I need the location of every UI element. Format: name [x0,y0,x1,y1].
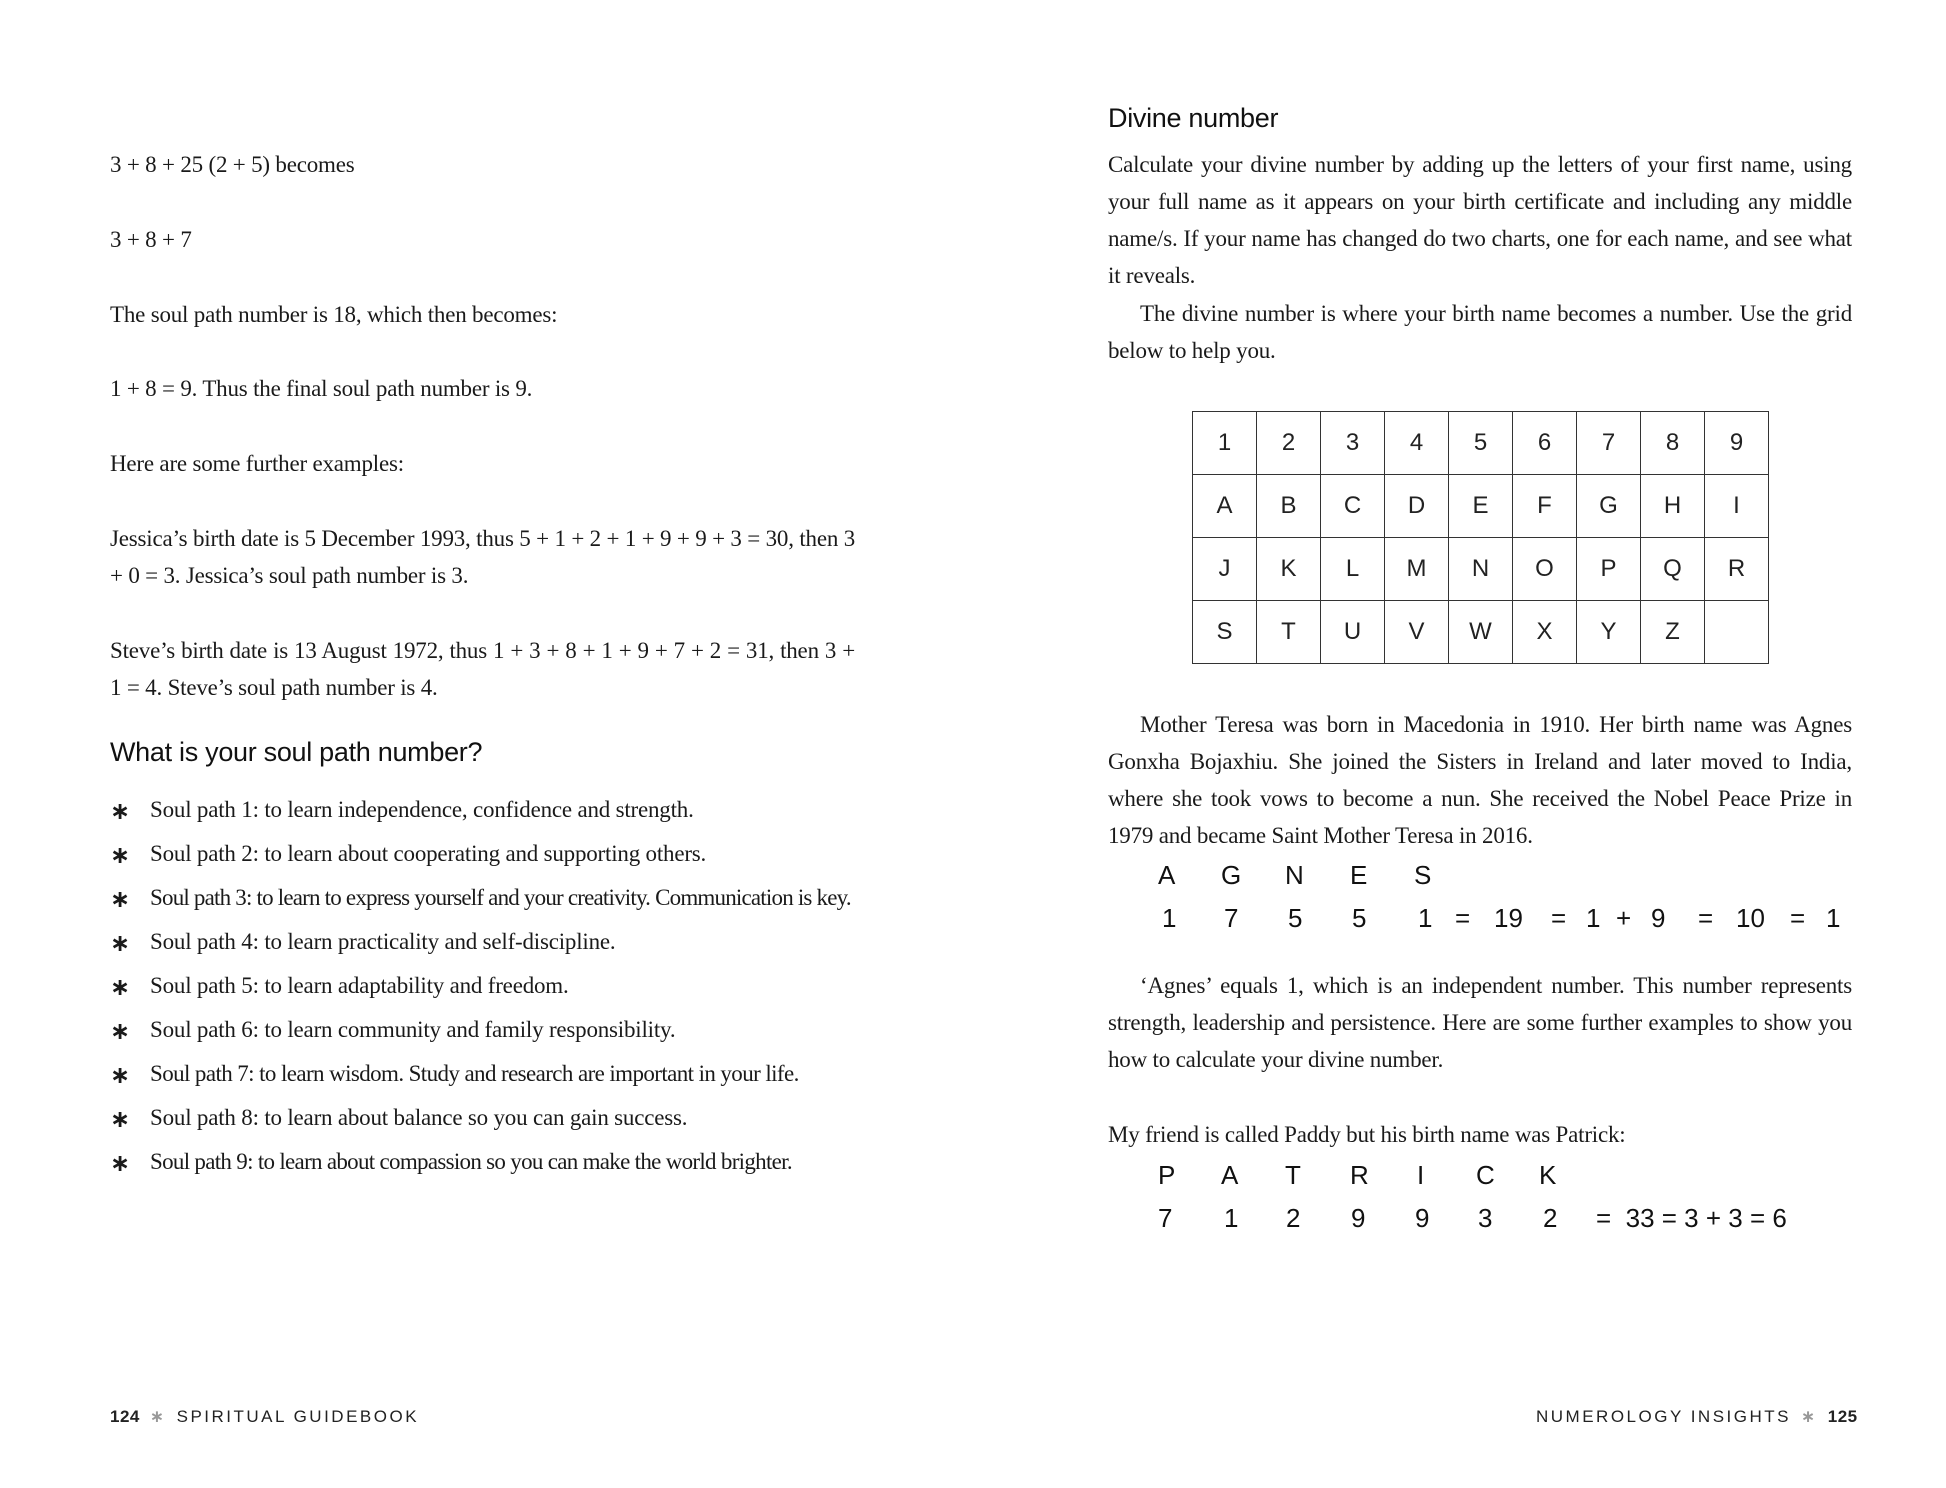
grid-row: S T U V W X Y Z [1193,601,1769,664]
asterisk-icon: ∗ [110,929,130,957]
grid-row: A B C D E F G H I [1193,475,1769,538]
agnes-letters: A G N E S [1158,860,1432,890]
patrick-letters: P A T R I C K [1158,1160,1557,1190]
page-number: 124 [110,1407,140,1426]
asterisk-icon: ∗ [110,1149,130,1177]
list-item: ∗ Soul path 8: to learn about balance so you can gain success. [110,1099,860,1136]
list-item: ∗ Soul path 1: to learn independence, confidence and strength. [110,791,860,828]
divine-intro-paragraph: Calculate your divine number by adding up the letters of your first name, using your full name as it appears on your birth certificate and including any middle name/s. If your name has changed do two charts, one for each name, and see what it reveals. [1108,152,1852,288]
list-item: ∗ Soul path 3: to learn to express yourself and your creativity. Communication is key. [110,879,860,916]
asterisk-icon: ∗ [1801,1407,1818,1427]
running-title: SPIRITUAL GUIDEBOOK [176,1407,420,1426]
asterisk-icon: ∗ [110,841,130,869]
asterisk-icon: ∗ [110,1017,130,1045]
numerology-grid [1192,411,1769,664]
calc-line-1: 3 + 8 + 25 (2 + 5) becomes [110,152,355,177]
soul-path-list [110,791,860,1187]
mother-teresa-paragraph: Mother Teresa was born in Macedonia in 1910. Her birth name was Agnes Gonxha Bojaxhiu. She joined the Sisters in Ireland and later moved to India, where she took vows to become a nun. She received the Nobel Peace Prize in 1979 and became Saint Mother Teresa in 2016. [1108,712,1852,848]
right-footer [1536,1407,1858,1427]
list-item: ∗ Soul path 6: to learn community and family responsibility. [110,1011,860,1048]
soul-path-18-text: The soul path number is 18, which then becomes: [110,302,558,327]
divine-grid-intro: The divine number is where your birth name becomes a number. Use the grid below to help you. [1108,301,1852,363]
grid-header-row: 1 2 3 4 5 6 7 8 9 [1193,412,1769,475]
running-title: NUMEROLOGY INSIGHTS [1536,1407,1791,1426]
patrick-intro: My friend is called Paddy but his birth name was Patrick: [1108,1122,1626,1147]
asterisk-icon: ∗ [149,1407,167,1427]
grid-row: J K L M N O P Q R [1193,538,1769,601]
steve-example: Steve’s birth date is 13 August 1972, thus 1 + 3 + 8 + 1 + 9 + 7 + 2 = 31, then 3 + 1 = 4. Steve’s soul path number is 4. [110,638,855,700]
soul-path-heading: What is your soul path number? [110,737,483,767]
agnes-explanation: ‘Agnes’ equals 1, which is an independent number. This number represents strength, leadership and persistence. Here are some further examples to show you how to calculate your divine number. [1108,973,1852,1072]
patrick-numbers: 7 1 2 9 9 3 2 = 33 = 3 + 3 = 6 [1158,1203,1787,1233]
divine-number-heading: Divine number [1108,103,1279,133]
list-item: ∗ Soul path 4: to learn practicality and self-discipline. [110,923,860,960]
list-item: ∗ Soul path 2: to learn about cooperating and supporting others. [110,835,860,872]
asterisk-icon: ∗ [110,1061,130,1089]
asterisk-icon: ∗ [110,885,130,913]
asterisk-icon: ∗ [110,1105,130,1133]
left-footer [110,1407,419,1427]
list-item: ∗ Soul path 7: to learn wisdom. Study and research are important in your life. [110,1055,860,1092]
list-item: ∗ Soul path 5: to learn adaptability and freedom. [110,967,860,1004]
agnes-numbers: 1 7 5 5 1 = 19 = 1 + 9 = 10 = 1 [1162,903,1841,933]
jessica-example: Jessica’s birth date is 5 December 1993, thus 5 + 1 + 2 + 1 + 9 + 9 + 3 = 30, then 3 + 0 = 3. Jessica’s soul path number is 3. [110,526,855,588]
final-soul-path-text: 1 + 8 = 9. Thus the final soul path number is 9. [110,376,533,401]
further-examples-intro: Here are some further examples: [110,451,404,476]
list-item: ∗ Soul path 9: to learn about compassion so you can make the world brighter. [110,1143,860,1180]
asterisk-icon: ∗ [110,973,130,1001]
calc-line-2: 3 + 8 + 7 [110,227,192,252]
page-number: 125 [1827,1407,1858,1426]
asterisk-icon: ∗ [110,797,130,825]
